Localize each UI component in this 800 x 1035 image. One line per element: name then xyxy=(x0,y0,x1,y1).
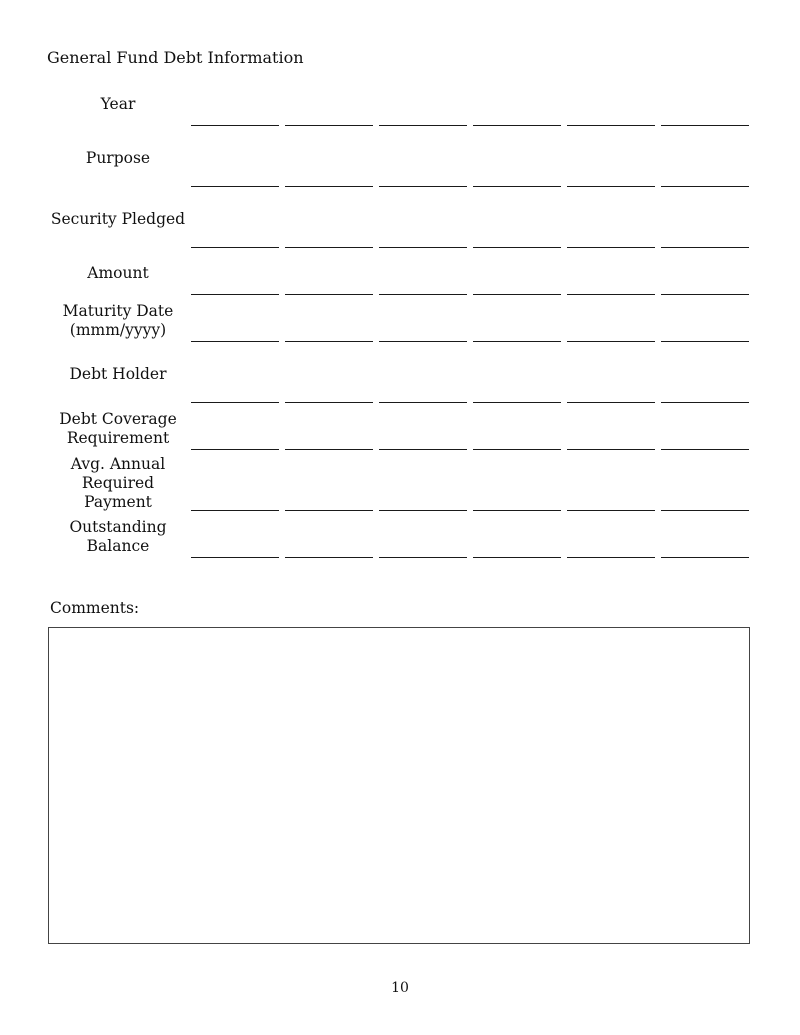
row-label-security-pledged xyxy=(48,210,188,229)
blank-field-debt-holder-5[interactable] xyxy=(567,402,655,403)
blank-field-security-pledged-1[interactable] xyxy=(191,247,279,248)
blank-field-maturity-date-5[interactable] xyxy=(567,341,655,342)
row-label-line: Amount xyxy=(87,264,149,282)
blank-field-outstanding-balance-6[interactable] xyxy=(661,557,749,558)
row-label-line: Security Pledged xyxy=(50,210,186,228)
row-label-outstanding-balance xyxy=(48,518,188,556)
blank-field-outstanding-balance-5[interactable] xyxy=(567,557,655,558)
blank-field-security-pledged-6[interactable] xyxy=(661,247,749,248)
blank-field-avg-annual-required-payment-5[interactable] xyxy=(567,510,655,511)
row-label-debt-holder xyxy=(48,365,188,384)
comments-label: Comments: xyxy=(50,599,140,617)
blank-field-purpose-5[interactable] xyxy=(567,186,655,187)
blank-field-year-2[interactable] xyxy=(285,125,373,126)
row-label-avg-annual-required-payment xyxy=(48,455,188,512)
blank-field-maturity-date-2[interactable] xyxy=(285,341,373,342)
row-label-line: (mmm/yyyy) xyxy=(69,321,167,339)
row-label-maturity-date xyxy=(48,302,188,340)
blank-field-avg-annual-required-payment-1[interactable] xyxy=(191,510,279,511)
blank-field-debt-coverage-requirement-3[interactable] xyxy=(379,449,467,450)
blank-field-debt-holder-1[interactable] xyxy=(191,402,279,403)
blank-field-year-1[interactable] xyxy=(191,125,279,126)
row-label-line: Purpose xyxy=(85,149,151,167)
blank-field-security-pledged-4[interactable] xyxy=(473,247,561,248)
blank-field-maturity-date-1[interactable] xyxy=(191,341,279,342)
row-label-line: Payment xyxy=(84,493,152,511)
blank-field-year-3[interactable] xyxy=(379,125,467,126)
blank-field-avg-annual-required-payment-2[interactable] xyxy=(285,510,373,511)
row-label-line: Year xyxy=(100,95,136,113)
blank-field-maturity-date-6[interactable] xyxy=(661,341,749,342)
blank-field-amount-5[interactable] xyxy=(567,294,655,295)
blank-field-amount-3[interactable] xyxy=(379,294,467,295)
blank-field-debt-coverage-requirement-4[interactable] xyxy=(473,449,561,450)
blank-field-purpose-2[interactable] xyxy=(285,186,373,187)
row-label-line: Requirement xyxy=(66,429,170,447)
blank-field-purpose-3[interactable] xyxy=(379,186,467,187)
row-label-line: Required xyxy=(81,474,155,492)
blank-field-purpose-1[interactable] xyxy=(191,186,279,187)
row-label-amount xyxy=(48,264,188,283)
comments-box[interactable] xyxy=(48,627,750,944)
blank-field-debt-coverage-requirement-5[interactable] xyxy=(567,449,655,450)
blank-field-outstanding-balance-1[interactable] xyxy=(191,557,279,558)
blank-field-maturity-date-3[interactable] xyxy=(379,341,467,342)
blank-field-purpose-6[interactable] xyxy=(661,186,749,187)
row-label-line: Debt Coverage xyxy=(59,410,177,428)
row-label-debt-coverage-requirement xyxy=(48,410,188,448)
blank-field-outstanding-balance-2[interactable] xyxy=(285,557,373,558)
blank-field-amount-6[interactable] xyxy=(661,294,749,295)
blank-field-debt-coverage-requirement-1[interactable] xyxy=(191,449,279,450)
blank-field-debt-holder-2[interactable] xyxy=(285,402,373,403)
row-label-line: Debt Holder xyxy=(69,365,167,383)
blank-field-avg-annual-required-payment-3[interactable] xyxy=(379,510,467,511)
blank-field-maturity-date-4[interactable] xyxy=(473,341,561,342)
blank-field-outstanding-balance-4[interactable] xyxy=(473,557,561,558)
page-title: General Fund Debt Information xyxy=(47,48,304,67)
blank-field-purpose-4[interactable] xyxy=(473,186,561,187)
blank-field-security-pledged-3[interactable] xyxy=(379,247,467,248)
blank-field-debt-holder-4[interactable] xyxy=(473,402,561,403)
blank-field-year-6[interactable] xyxy=(661,125,749,126)
blank-field-avg-annual-required-payment-4[interactable] xyxy=(473,510,561,511)
page-number: 10 xyxy=(391,980,409,996)
blank-field-amount-2[interactable] xyxy=(285,294,373,295)
blank-field-debt-holder-3[interactable] xyxy=(379,402,467,403)
blank-field-amount-4[interactable] xyxy=(473,294,561,295)
blank-field-debt-coverage-requirement-2[interactable] xyxy=(285,449,373,450)
blank-field-debt-coverage-requirement-6[interactable] xyxy=(661,449,749,450)
row-label-year xyxy=(48,95,188,114)
blank-field-security-pledged-2[interactable] xyxy=(285,247,373,248)
blank-field-debt-holder-6[interactable] xyxy=(661,402,749,403)
blank-field-security-pledged-5[interactable] xyxy=(567,247,655,248)
row-label-line: Balance xyxy=(86,537,150,555)
blank-field-year-4[interactable] xyxy=(473,125,561,126)
row-label-line: Outstanding xyxy=(69,518,167,536)
row-label-purpose xyxy=(48,149,188,168)
blank-field-amount-1[interactable] xyxy=(191,294,279,295)
blank-field-year-5[interactable] xyxy=(567,125,655,126)
row-label-line: Maturity Date xyxy=(62,302,174,320)
blank-field-outstanding-balance-3[interactable] xyxy=(379,557,467,558)
row-label-line: Avg. Annual xyxy=(70,455,166,473)
blank-field-avg-annual-required-payment-6[interactable] xyxy=(661,510,749,511)
